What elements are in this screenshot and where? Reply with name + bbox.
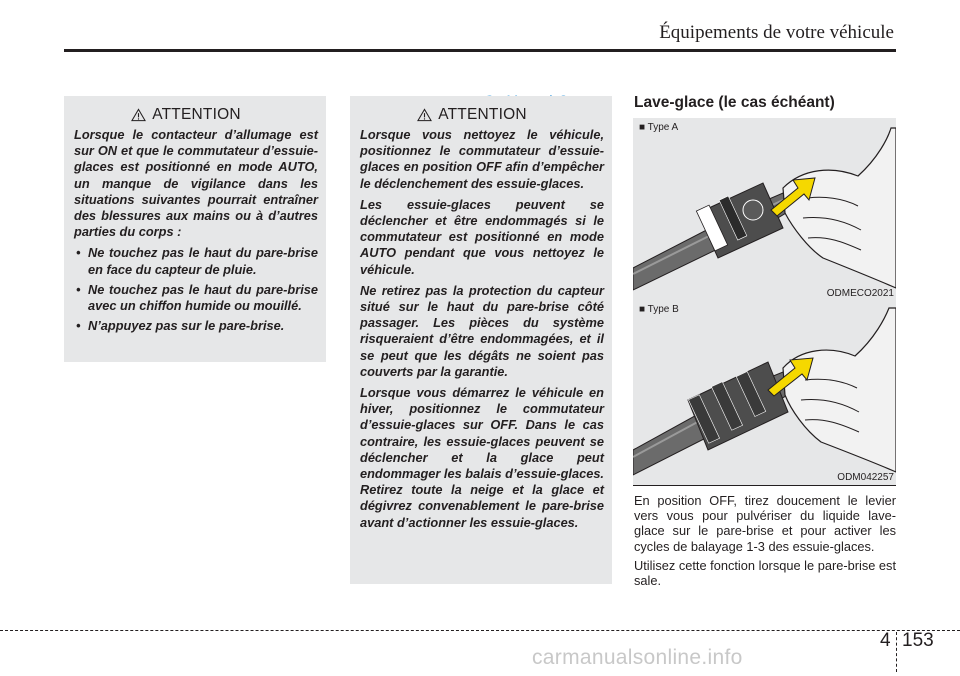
attention-box-1 <box>64 96 326 362</box>
site-watermark: carmanualsonline.info <box>532 646 743 669</box>
attention-paragraph: Lorsque vous démarrez le véhicule en hiver, positionnez le commutateur d’essuie-glaces sur OFF. Dans le cas contraire, les essuie-glaces peuvent se déclencher et la glace peut endommager les balais d’essuie-glaces. Retirez toute la neige et la glace et dégivrez convenablement le pare-brise avant d’actionner les essuie-glaces. <box>360 385 604 530</box>
wiper-lever-illustration <box>633 118 896 301</box>
attention-text <box>360 127 604 531</box>
page-number: 153 <box>902 630 934 651</box>
bullet-item: • Ne touchez pas le haut du pare-brise en face du capteur de pluie. <box>74 245 318 277</box>
attention-heading <box>340 106 604 124</box>
attention-heading <box>54 106 318 124</box>
attention-paragraph: Les essuie-glaces peuvent se déclencher et être endommagés si le commutateur est positionné en mode AUTO pendant que vous nettoyez le véhicule. <box>360 196 604 277</box>
figure-divider <box>633 485 896 486</box>
attention-box-2 <box>350 96 612 584</box>
warning-icon <box>417 108 432 122</box>
attention-text <box>74 127 318 334</box>
footer-divider <box>896 632 897 672</box>
attention-title: ATTENTION <box>438 106 527 123</box>
figure-code: ODMECO2021 <box>826 288 894 299</box>
attention-title: ATTENTION <box>152 106 241 123</box>
body-paragraph: En position OFF, tirez doucement le levier vers vous pour pulvériser du liquide lave-glace sur le pare-brise et pour activer les cycles de balayage 1-3 des essuie-glaces. <box>634 493 896 554</box>
section-body <box>634 493 896 592</box>
chapter-number: 4 <box>880 630 891 651</box>
page-header-title: Équipements de votre véhicule <box>659 22 894 43</box>
attention-paragraph: Lorsque vous nettoyez le véhicule, positionnez le commutateur d’essuie-glaces en position OFF afin d’empêcher le déclenchement des essuie-glaces. <box>360 127 604 191</box>
section-title: Lave-glace (le cas échéant) <box>634 94 835 111</box>
attention-paragraph: Ne retirez pas la protection du capteur situé sur le haut du pare-brise côté passager. Les pièces du système risqueraient d’être endommagées, et il se peut que les dégâts ne soient pas couverts par la garantie. <box>360 282 604 379</box>
warning-icon <box>131 108 146 122</box>
footer-rule <box>0 630 960 631</box>
wiper-lever-illustration <box>633 300 896 485</box>
figure-type-a <box>633 118 896 301</box>
figure-label: ■ Type B <box>639 304 679 315</box>
bullet-item: • Ne touchez pas le haut du pare-brise avec un chiffon humide ou mouillé. <box>74 282 318 314</box>
body-paragraph: Utilisez cette fonction lorsque le pare-brise est sale. <box>634 557 896 589</box>
figure-type-b <box>633 300 896 485</box>
figure-code: ODM042257 <box>837 472 894 483</box>
bullet-item: • N’appuyez pas sur le pare-brise. <box>74 318 318 334</box>
figure-label: ■ Type A <box>639 122 679 133</box>
attention-bullet-list <box>74 245 318 334</box>
attention-intro: Lorsque le contacteur d’allumage est sur ON et que le commutateur d’essuie-glaces est positionné en mode AUTO, un manque de vigilance dans les situations suivantes pourrait entraîner des blessures aux mains ou à d’autres parties du corps : <box>74 127 318 240</box>
header-rule <box>64 49 896 52</box>
